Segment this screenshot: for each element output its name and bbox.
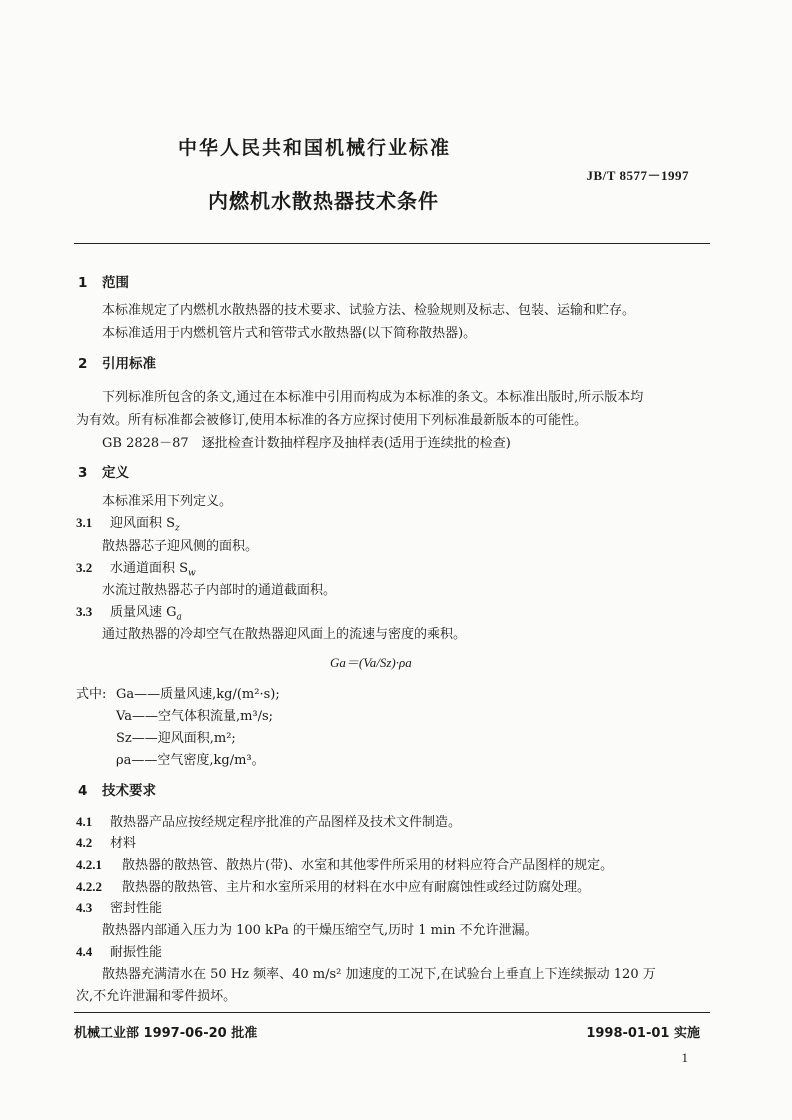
document-title: 内燃机水散热器技术条件 [208, 189, 439, 213]
subsection-number: 4.2 [76, 835, 93, 850]
item-4-4-text-line-1: 散热器充满清水在 50 Hz 频率、40 m/s² 加速度的工况下,在试验台上垂直上下连续振动 120 万 [102, 967, 656, 982]
section-title: 范围 [102, 275, 129, 291]
section-1-paragraph-2: 本标准适用于内燃机管片式和管带式水散热器(以下简称散热器)。 [102, 326, 477, 341]
definition-title: 质量风速 G [110, 605, 177, 620]
where-item-rho: ρa——空气密度,kg/m³。 [116, 753, 265, 768]
subsection-number: 3.1 [76, 515, 93, 530]
where-item-ga: Ga——质量风速,kg/(m²·s); [116, 687, 280, 702]
subscript: z [175, 523, 180, 534]
item-4-2 [76, 832, 136, 851]
subscript: w [188, 568, 196, 579]
section-number: 1 [78, 275, 88, 291]
item-text: 散热器的散热管、散热片(带)、水室和其他零件所采用的材料应符合产品图样的规定。 [122, 858, 614, 873]
section-3-intro: 本标准采用下列定义。 [102, 494, 233, 509]
section-3-heading [78, 461, 129, 481]
where-item-sz: Sz——迎风面积,m²; [116, 731, 236, 746]
where-item-va: Va——空气体积流量,m³/s; [116, 709, 274, 724]
subsection-number: 4.1 [76, 814, 93, 829]
subsection-number: 4.4 [76, 944, 93, 959]
footer-divider [74, 1012, 710, 1013]
header-divider [74, 243, 710, 244]
section-2-paragraph-line-2: 为有效。所有标准都会被修订,使用本标准的各方应探讨使用下列标准最新版本的可能性。 [76, 413, 588, 428]
section-title: 定义 [102, 465, 129, 481]
section-number: 4 [78, 783, 88, 799]
section-number: 3 [78, 465, 88, 481]
item-4-4-text-line-2: 次,不允许泄漏和零件损坏。 [76, 989, 237, 1004]
item-text: 密封性能 [110, 901, 163, 916]
item-4-2-2 [76, 876, 590, 895]
section-2-paragraph-line-1: 下列标准所包含的条文,通过在本标准中引用而构成为本标准的条文。本标准出版时,所示版本均 [102, 390, 644, 405]
section-1-heading [78, 271, 129, 291]
subsection-number: 3.3 [76, 604, 93, 619]
item-text: 材料 [110, 836, 137, 851]
definition-title: 水通道面积 S [110, 561, 189, 576]
item-4-2-1 [76, 854, 613, 873]
section-title: 技术要求 [102, 783, 156, 799]
page-number: 1 [681, 1050, 688, 1065]
item-4-1 [76, 811, 461, 830]
section-title: 引用标准 [102, 356, 156, 372]
item-4-4 [76, 941, 162, 960]
approval-date: 机械工业部 1997-06-20 批准 [74, 1026, 258, 1041]
where-label: 式中: [76, 687, 107, 702]
subsection-number: 4.3 [76, 900, 93, 915]
standard-title: 中华人民共和国机械行业标准 [178, 137, 452, 159]
section-4-heading [78, 779, 156, 799]
definition-3-1-text: 散热器芯子迎风侧的面积。 [102, 539, 259, 554]
subsection-number: 4.2.1 [76, 857, 102, 872]
item-4-3-text: 散热器内部通入压力为 100 kPa 的干燥压缩空气,历时 1 min 不允许泄漏。 [102, 923, 538, 938]
section-number: 2 [78, 356, 88, 372]
definition-3-3-heading [76, 601, 182, 623]
standard-code: JB/T 8577－1997 [586, 168, 689, 183]
definition-3-2-text: 水流过散热器芯子内部时的通道截面积。 [102, 583, 337, 598]
definition-3-1-heading [76, 512, 180, 534]
item-text: 散热器产品应按经规定程序批准的产品图样及技术文件制造。 [110, 815, 462, 830]
subsection-number: 4.2.2 [76, 879, 102, 894]
subsection-number: 3.2 [76, 560, 93, 575]
effective-date: 1998-01-01 实施 [586, 1026, 700, 1041]
section-2-heading [78, 352, 156, 372]
referenced-standard: GB 2828－87 逐批检查计数抽样程序及抽样表(适用于连续批的检查) [102, 436, 511, 451]
mass-velocity-formula: Ga＝(Va/Sz)·ρa [330, 655, 412, 670]
item-4-3 [76, 897, 162, 916]
subscript: a [176, 612, 182, 623]
definition-title: 迎风面积 S [110, 516, 176, 531]
section-1-paragraph-1: 本标准规定了内燃机水散热器的技术要求、试验方法、检验规则及标志、包装、运输和贮存。 [102, 303, 636, 318]
definition-3-2-heading [76, 557, 196, 579]
item-text: 散热器的散热管、主片和水室所采用的材料在水中应有耐腐蚀性或经过防腐处理。 [122, 880, 591, 895]
definition-3-3-text: 通过散热器的冷却空气在散热器迎风面上的流速与密度的乘积。 [102, 627, 467, 642]
item-text: 耐振性能 [110, 945, 163, 960]
